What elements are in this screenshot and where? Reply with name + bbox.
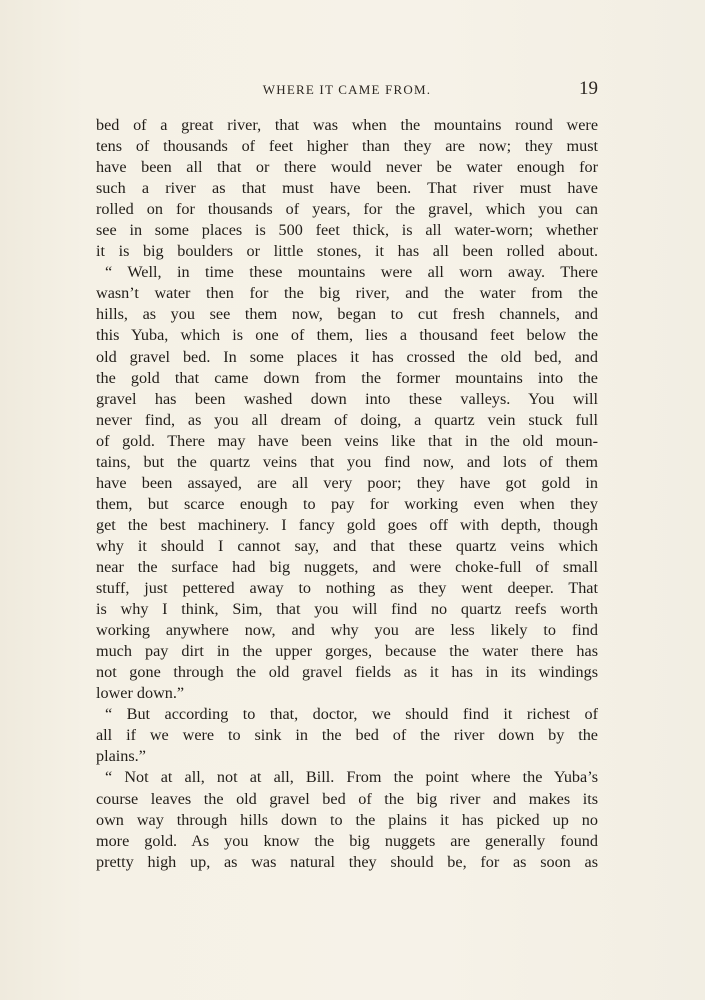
text-line: tens of thousands of feet higher than they are now; they must xyxy=(96,137,598,156)
text-line: bed of a great river, that was when the mountains round were xyxy=(96,116,598,134)
text-line: see in some places is 500 feet thick, is all water-worn; whether xyxy=(96,221,598,240)
text-line: gravel has been washed down into these valleys. You will xyxy=(96,389,598,408)
text-line: lower down.” xyxy=(96,684,185,703)
text-line: pretty high up, as was natural they should be, for as soon as xyxy=(96,852,598,871)
text-line: old gravel bed. In some places it has crossed the old bed, and xyxy=(96,347,598,366)
text-line: course leaves the old gravel bed of the big river and makes its xyxy=(96,789,598,808)
text-line: more gold. As you know the big nuggets are generally found xyxy=(96,831,598,850)
text-line: rolled on for thousands of years, for the gravel, which you can xyxy=(96,200,598,219)
text-line: working anywhere now, and why you are less likely to find xyxy=(96,621,598,640)
text-line: the gold that came down from the former mountains into the xyxy=(96,368,598,387)
text-line: hills, as you see them now, began to cut fresh channels, and xyxy=(96,305,598,324)
text-line: “ But according to that, doctor, we should find it richest of xyxy=(105,705,598,724)
text-line: plains.” xyxy=(96,747,146,766)
text-line: this Yuba, which is one of them, lies a thousand feet below the xyxy=(96,326,598,345)
text-line: wasn’t water then for the big river, and the water from the xyxy=(96,284,598,303)
text-line: why it should I cannot say, and that these quartz veins which xyxy=(96,536,598,555)
text-line: them, but scarce enough to pay for working even when they xyxy=(96,494,598,513)
text-line: all if we were to sink in the bed of the river down by the xyxy=(96,726,598,745)
text-line: “ Well, in time these mountains were all worn away. There xyxy=(105,263,598,282)
text-line: tains, but the quartz veins that you find now, and lots of them xyxy=(96,452,598,471)
text-line: have been assayed, are all very poor; they have got gold in xyxy=(96,473,598,492)
text-line: get the best machinery. I fancy gold goes off with depth, though xyxy=(96,515,598,534)
running-title: WHERE IT CAME FROM. xyxy=(262,82,432,97)
text-line: such a river as that must have been. That river must have xyxy=(96,179,598,198)
text-line: is why I think, Sim, that you will find no quartz reefs worth xyxy=(96,600,598,619)
text-line: not gone through the old gravel fields as it has in its windings xyxy=(96,663,598,682)
text-line: have been all that or there would never be water enough for xyxy=(96,158,598,177)
text-line: near the surface had big nuggets, and were choke-full of small xyxy=(96,557,598,576)
text-line: of gold. There may have been veins like that in the old moun- xyxy=(96,431,598,450)
page-number: 19 xyxy=(579,78,598,99)
text-line: “ Not at all, not at all, Bill. From the point where the Yuba’s xyxy=(105,768,598,787)
running-head xyxy=(96,78,598,102)
text-line: own way through hills down to the plains it has picked up no xyxy=(96,810,598,829)
text-line: stuff, just pettered away to nothing as they went deeper. That xyxy=(96,579,598,598)
body-text xyxy=(96,115,598,873)
text-line: it is big boulders or little stones, it has all been rolled about. xyxy=(96,242,598,261)
text-line: never find, as you all dream of doing, a quartz vein stuck full xyxy=(96,410,598,429)
text-line: much pay dirt in the upper gorges, because the water there has xyxy=(96,642,598,661)
